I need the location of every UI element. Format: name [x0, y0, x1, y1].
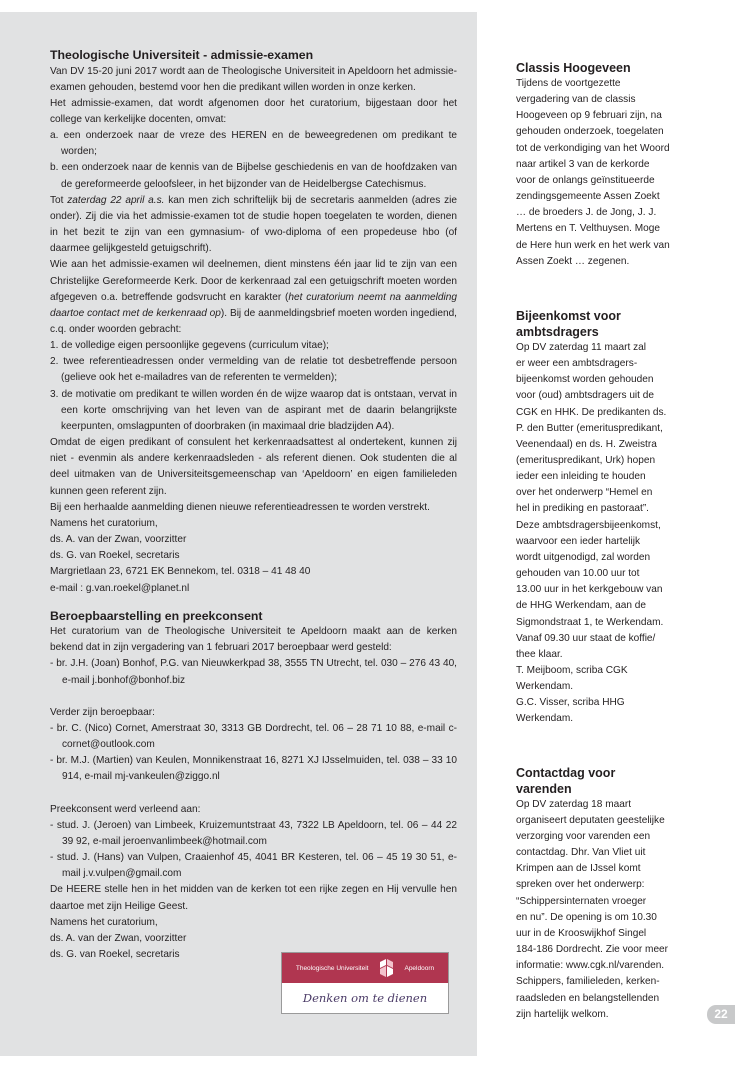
- text-line: tot de verkondiging van het Woord: [516, 142, 670, 154]
- list-item: - br. C. (Nico) Cornet, Amerstraat 30, 3313 GB Dordrecht, tel. 06 – 28 71 10 88, e-mail c-cornet@outlook.com: [50, 722, 457, 751]
- signature-line: ds. A. van der Zwan, voorzitter: [50, 932, 187, 944]
- side-article-body: [516, 340, 706, 728]
- text-line: Deze ambtsdragersbijeenkomst,: [516, 519, 661, 531]
- text-line: vergadering van de classis: [516, 94, 636, 106]
- text-line: de HHG Werkendam, aan de: [516, 600, 646, 612]
- text-line: G.C. Visser, scriba HHG: [516, 697, 625, 709]
- logo-text-right: Apeldoorn: [404, 964, 435, 972]
- text-line: Tijdens de voortgezette: [516, 78, 621, 89]
- text-line: gehouden van 10.00 uur tot: [516, 568, 640, 580]
- paragraph: De HEERE stelle hen in het midden van de kerken tot een rijke zegen en Hij vervulle hen daartoe met zijn Heilige Geest.: [50, 884, 457, 912]
- text-line: over het onderwerp “Hemel en: [516, 487, 653, 499]
- logo-text-left: Theologische Universiteit: [295, 964, 369, 972]
- list-item: - br. J.H. (Joan) Bonhof, P.G. van Nieuwkerkpad 38, 3555 TN Utrecht, tel. 030 – 276 43 40, e-mail j.bonhof@bonhof.biz: [50, 658, 457, 686]
- logo-slogan: Denken om te dienen: [302, 991, 428, 1005]
- text-line: informatie: www.cgk.nl/varenden.: [516, 960, 665, 972]
- paragraph: Tot zaterdag 22 april a.s. kan men zich schriftelijk bij de secretaris aanmelden (adres zie onder). Zij die via het admissie-examen tot de studie hopen toegelaten te worden, dienen in het bezit te zijn van een gymnasium- of vwo-diploma of een propedeuse hbo (of daarmee gelijkgesteld getuigschrift).: [50, 194, 457, 255]
- text-line: zendingsgemeente Assen Zoekt: [516, 191, 660, 203]
- text-line: Schippers, familieleden, kerken-: [516, 976, 660, 988]
- text-line: Op DV zaterdag 11 maart zal: [516, 341, 646, 353]
- list-item: 3. de motivatie om predikant te willen worden én de wijze waarop dat is ontstaan, vervat in een korte omschrijving van het leven van de aspirant met de daarin belangrijkste keerpunten, omslagpunten of doorbraken (in maximaal drie bladzijden A4).: [50, 388, 457, 432]
- signature-line: Namens het curatorium,: [50, 916, 158, 928]
- list-item: - stud. J. (Jeroen) van Limbeek, Kruizemuntstraat 43, 7322 LB Apeldoorn, tel. 06 – 44 22 39 92, e-mail jeroenvanlimbeek@hotmail.com: [50, 819, 457, 847]
- text-line: wordt uitgenodigd, zal worden: [516, 551, 651, 563]
- text-line: uur in de Krooswijkhof Singel: [516, 927, 647, 939]
- text-line: Op DV zaterdag 18 maart: [516, 798, 632, 810]
- list-item: 1. de volledige eigen persoonlijke gegevens (curriculum vitae);: [50, 340, 329, 352]
- text-line: Mertens en T. Velthuysen. Moge: [516, 223, 661, 235]
- text-line: thee klaar.: [516, 648, 563, 660]
- heading-bijeenkomst: Bijeenkomst voor ambtsdragers: [516, 308, 621, 339]
- paragraph: Van DV 15-20 juni 2017 wordt aan de Theologische Universiteit in Apeldoorn het admissie-examen gehouden, bestemd voor hen die predikant willen worden in onze kerken.: [50, 65, 457, 93]
- text-line: en nu”. De opening is om 10.30: [516, 911, 657, 923]
- text-line: waarvoor een ieder hartelijk: [516, 535, 640, 547]
- side-article-body: [516, 76, 706, 270]
- text-line: 13.00 uur in het kerkgebouw van: [516, 584, 663, 596]
- text-line: raadsleden en belangstellenden: [516, 992, 660, 1004]
- email-line: e-mail : g.van.roekel@planet.nl: [50, 582, 190, 594]
- logo-banner: [282, 953, 448, 983]
- text-line: CGK en HHK. De predikanten ds.: [516, 406, 667, 418]
- text-line: voor (oud) ambtsdragers uit de: [516, 390, 655, 402]
- university-logo: [281, 952, 449, 1014]
- heading-admissie: Theologische Universiteit - admissie-examen: [50, 48, 314, 62]
- text-line: Assen Zoekt … zegenen.: [516, 255, 630, 267]
- paragraph: Wie aan het admissie-examen wil deelnemen, dient minstens één jaar lid te zijn van een Christelijke Gereformeerde Kerk. Door de kerkenraad zal een getuigschrift moeten worden afgegeven o.a. betreffende godsvrucht en karakter (het curatorium neemt na aanmelding daartoe contact met de kerkenraad op). Bij de aanmeldingsbrief moeten worden ingediend, c.q. onder woorden gebracht:: [50, 259, 457, 335]
- heading-beroepbaarstelling: Beroepbaarstelling en preekconsent: [50, 608, 263, 623]
- text-line: Krimpen aan de IJssel komt: [516, 863, 641, 875]
- text-line: Werkendam.: [516, 713, 574, 725]
- paragraph: Het admissie-examen, dat wordt afgenomen door het curatorium, bijgestaan door het college van kerkelijke docenten, omvat:: [50, 97, 457, 125]
- text-line: bijeenkomst worden gehouden: [516, 374, 654, 386]
- text-line: naar artikel 3 van de kerkorde: [516, 158, 650, 170]
- signature-line: ds. G. van Roekel, secretaris: [50, 948, 180, 960]
- signature-line: ds. G. van Roekel, secretaris: [50, 550, 180, 562]
- text-line: verzorging voor varenden een: [516, 830, 651, 842]
- text-line: hel in prediking en pastoraat”.: [516, 503, 649, 515]
- text-line: gehouden onderzoek, toegelaten: [516, 126, 664, 138]
- list-item: b. een onderzoek naar de kennis van de Bijbelse geschiedenis en van de hoofdzaken van de gereformeerde geloofsleer, in het bijzonder van de Heidelbergse Catechismus.: [50, 162, 457, 190]
- text-line: organiseert deputaten geestelijke: [516, 814, 665, 826]
- address-line: Margrietlaan 23, 6721 EK Bennekom, tel. 0318 – 41 48 40: [50, 566, 311, 578]
- text-line: T. Meijboom, scriba CGK: [516, 665, 628, 676]
- text-line: ieder een inleiding te houden: [516, 471, 646, 483]
- paragraph: Verder zijn beroepbaar:: [50, 706, 155, 718]
- heading-contactdag: Contactdag voor varenden: [516, 765, 616, 796]
- text-line: zijn hartelijk welkom.: [516, 1008, 609, 1020]
- page-number: 22: [707, 1005, 735, 1024]
- signature-line: ds. A. van der Zwan, voorzitter: [50, 534, 187, 546]
- text-line: 184-186 Dordrecht. Zie voor meer: [516, 944, 669, 956]
- text-line: P. den Butter (emerituspredikant,: [516, 422, 663, 434]
- list-item: a. een onderzoek naar de vreze des HEREN en de beweegredenen om predikant te worden;: [50, 130, 457, 158]
- signature-line: Namens het curatorium,: [50, 517, 158, 529]
- text-line: (emerituspredikant, Urk) hopen: [516, 454, 656, 466]
- paragraph: Preekconsent werd verleend aan:: [50, 803, 201, 815]
- heading-classis: Classis Hoogeveen: [516, 61, 631, 75]
- text-line: Vanaf 09.30 uur staat de koffie/: [516, 632, 656, 644]
- text-line: contactdag. Dhr. Van Vliet uit: [516, 847, 646, 859]
- text-line: “Schippersinternaten vroeger: [516, 895, 647, 907]
- text-line: de Here hun werk en het werk van: [516, 239, 670, 251]
- text-line: er weer een ambtsdragers-: [516, 358, 638, 370]
- text-line: voor de onlangs geïnstitueerde: [516, 174, 655, 186]
- text-line: Sigmondstraat 1, te Werkendam.: [516, 616, 664, 628]
- text-line: Werkendam.: [516, 681, 574, 693]
- side-column: [516, 60, 706, 1023]
- cross-logo-icon: [374, 956, 398, 980]
- side-article-body: [516, 797, 706, 1023]
- paragraph: Bij een herhaalde aanmelding dienen nieuwe referentieadressen te worden verstrekt.: [50, 501, 430, 513]
- paragraph: Omdat de eigen predikant of consulent het kerkenraadsattest al ondertekent, kunnen zij niet - evenmin als andere kerkenraadsleden - als referent dienen. Ook studenten die al deel uitmaken van de Universiteitsgemeenschap van ‘Apeldoorn’ en eigen familieleden kunnen geen referent zijn.: [50, 437, 457, 497]
- list-item: - br. M.J. (Martien) van Keulen, Monnikenstraat 16, 8271 XJ IJsselmuiden, tel. 038 – 33 10 914, e-mail mj-vankeulen@ziggo.nl: [50, 755, 457, 783]
- list-item: 2. twee referentieadressen onder vermelding van de relatie tot desbetreffende persoon (gelieve ook het e-mailadres van de referenten te vermelden);: [50, 356, 457, 384]
- text-line: Hoogeveen op 9 februari zijn, na: [516, 110, 662, 122]
- text-line: spreken over het onderwerp:: [516, 879, 645, 891]
- text-line: Veenendaal) en ds. H. Zweistra: [516, 438, 657, 450]
- text-line: … de broeders J. de Jong, J. J.: [516, 207, 657, 219]
- paragraph: Het curatorium van de Theologische Universiteit te Apeldoorn maakt aan de kerken bekend dat in zijn vergadering van 1 februari 2017 beroepbaar werd gesteld:: [50, 626, 457, 654]
- list-item: - stud. J. (Hans) van Vulpen, Craaienhof 45, 4041 BR Kesteren, tel. 06 – 45 19 30 51, e-mail j.v.vulpen@gmail.com: [50, 852, 457, 880]
- main-column: [50, 48, 457, 963]
